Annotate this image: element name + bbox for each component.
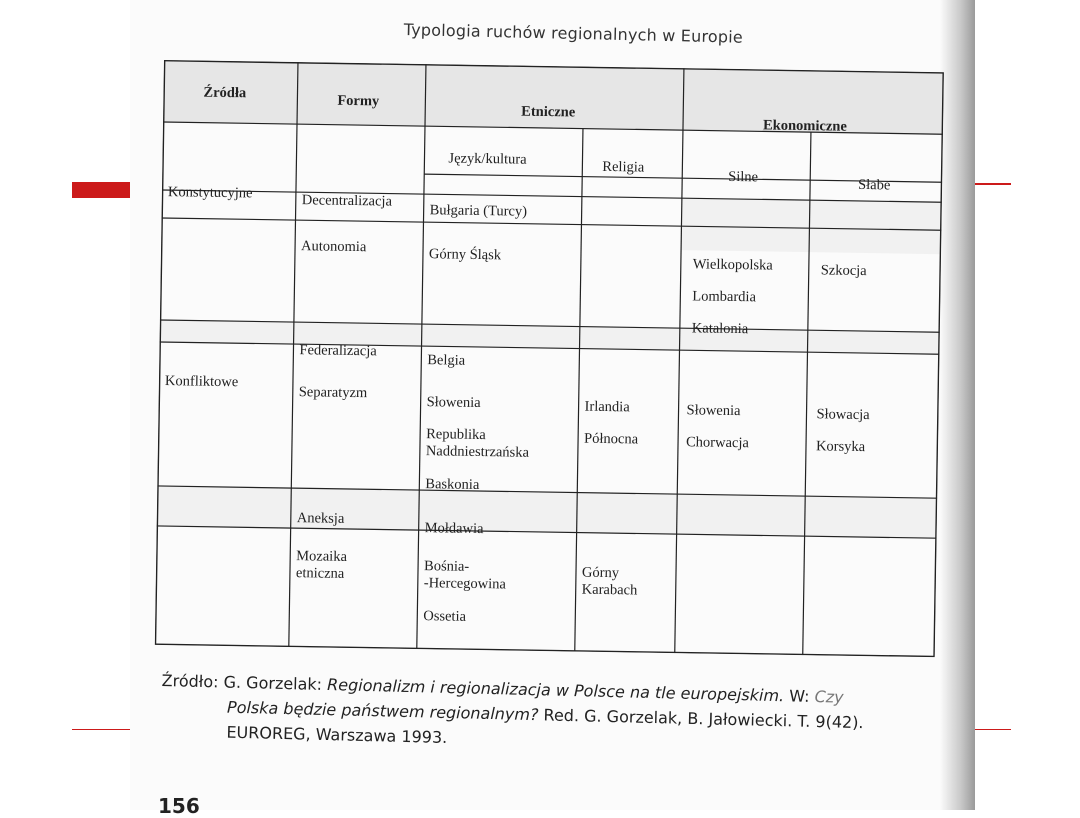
table-grid	[155, 60, 944, 657]
cell-republika: Republika	[426, 426, 486, 444]
cell-moldawia: Mołdawia	[424, 520, 484, 538]
cell-baskonia: Baskonia	[425, 476, 480, 494]
cell-republika: Naddniestrzańska	[425, 443, 530, 461]
slide-accent-bar	[72, 182, 134, 198]
cell-chorwacja: Chorwacja	[685, 434, 749, 452]
source-title: Czy	[814, 686, 844, 707]
cell-slowacja: Słowacja	[816, 406, 870, 424]
cell-belgia: Belgia	[427, 352, 466, 369]
source-editors: Red. G. Gorzelak, B. Jałowiecki. T. 9(42).	[538, 705, 864, 733]
cell-korsyka: Korsyka	[815, 438, 866, 456]
cell-lombardia: Lombardia	[692, 288, 757, 306]
regional-movements-table	[155, 60, 944, 657]
cell-karabach: Karabach	[581, 581, 638, 599]
header-economic: Ekonomiczne	[762, 117, 847, 135]
cell-ossetia: Ossetia	[423, 608, 467, 625]
header-strong: Silne	[728, 168, 759, 186]
header-religion: Religia	[602, 158, 645, 176]
cell-szkocja: Szkocja	[820, 262, 867, 280]
cell-bulgaria: Bułgaria (Turcy)	[429, 202, 528, 220]
cell-katalonia: Katalonia	[691, 320, 749, 338]
cell-irlandia: Północna	[583, 430, 639, 448]
cell-bosnia: Bośnia-	[423, 558, 470, 575]
source-line: EUROREG, Warszawa 1993.	[226, 722, 448, 747]
cell-karabach: Górny	[581, 564, 620, 582]
page-number: 156	[158, 794, 200, 818]
source-title: Regionalizm i regionalizacja w Polsce na tle europejskim.	[326, 675, 785, 706]
cell-slowenia-strong: Słowenia	[686, 402, 741, 420]
cell-silesia: Górny Śląsk	[428, 246, 502, 264]
page-binding-shadow	[940, 0, 975, 810]
form-federalization: Federalizacja	[299, 342, 377, 360]
cell-slowenia: Słowenia	[426, 394, 481, 412]
cell-bosnia: -Hercegowina	[423, 575, 507, 593]
form-mosaic: Mozaika	[296, 548, 348, 565]
source-text: W:	[783, 686, 815, 706]
source-author: G. Gorzelak:	[223, 672, 328, 695]
source-label: Źródło:	[161, 670, 219, 692]
cell-irlandia: Irlandia	[584, 398, 630, 416]
table-title: Typologia ruchów regionalnych w Europie	[403, 20, 744, 47]
source-book-title: Polska będzie państwem regionalnym?	[226, 697, 539, 725]
form-mosaic: etniczna	[295, 565, 345, 582]
header-forms: Formy	[337, 92, 380, 110]
header-sources: Źródła	[203, 84, 247, 102]
form-separatism: Separatyzm	[298, 384, 368, 402]
row-constitutional: Konstytucyjne	[167, 184, 253, 202]
header-ethnic: Etniczne	[521, 103, 576, 121]
form-decentralization: Decentralizacja	[301, 192, 393, 210]
header-language: Język/kultura	[448, 150, 527, 168]
form-annexation: Aneksja	[296, 510, 345, 527]
row-conflict: Konfliktowe	[164, 373, 239, 391]
slide-footer-line	[72, 729, 134, 730]
form-autonomy: Autonomia	[300, 238, 367, 256]
cell-wielkopolska: Wielkopolska	[692, 256, 773, 274]
header-weak: Słabe	[857, 176, 891, 194]
